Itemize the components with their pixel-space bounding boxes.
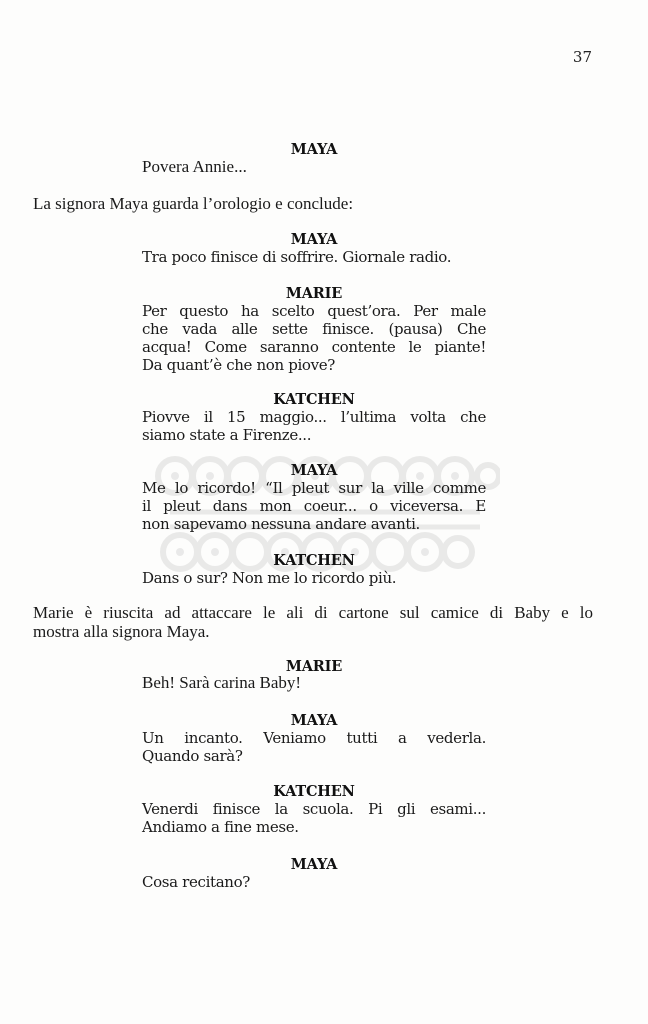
- speaker-name: MAYA: [290, 231, 338, 248]
- stage-direction: [33, 194, 593, 213]
- speech-line: acqua! Come saranno contente le piante!: [142, 338, 486, 356]
- stage-line: La signora Maya guarda l’orologio e conclude:: [33, 194, 354, 213]
- speech-line: siamo state a Firenze...: [142, 426, 312, 444]
- speech-line: il pleut dans mon coeur... o viceversa. E: [142, 497, 486, 515]
- speaker-name: KATCHEN: [273, 391, 355, 408]
- speech-line: Povera Annie...: [142, 157, 247, 176]
- speech-line: Dans o sur? Non me lo ricordo più.: [142, 569, 397, 587]
- speech-text: [142, 302, 486, 374]
- speech-line: Piovve il 15 maggio... l’ultima volta che: [142, 408, 486, 426]
- speaker-name: MAYA: [290, 712, 338, 729]
- speaker-name: MARIE: [285, 658, 343, 675]
- speech-line: Per questo ha scelto quest’ora. Per male: [142, 302, 486, 320]
- speech-line: Un incanto. Veniamo tutti a vederla.: [142, 729, 486, 747]
- speech-text: [142, 479, 486, 533]
- speech-text: [142, 569, 486, 587]
- page-number: 37: [572, 48, 592, 66]
- speech-line: Me lo ricordo! “Il pleut sur la ville comme: [142, 479, 486, 497]
- stage-line: mostra alla signora Maya.: [33, 622, 210, 641]
- speech-line: Tra poco finisce di soffrire. Giornale radio.: [142, 248, 452, 266]
- speaker-name: MAYA: [290, 141, 338, 158]
- stage-direction: [33, 603, 593, 641]
- speech-text: [142, 729, 486, 765]
- speech-line: Venerdi finisce la scuola. Pi gli esami...: [142, 800, 486, 818]
- speech-line: Quando sarà?: [142, 747, 243, 765]
- speaker-name: MARIE: [285, 285, 343, 302]
- speech-line: Andiamo a fine mese.: [142, 818, 299, 836]
- speech-text: [142, 800, 486, 836]
- speech-line: Da quant’è che non piove?: [142, 356, 335, 374]
- speech-line: Beh! Sarà carina Baby!: [142, 673, 302, 692]
- speech-line: che vada alle sette finisce. (pausa) Che: [142, 320, 486, 338]
- speech-text: [142, 873, 486, 891]
- speaker-name: MAYA: [290, 856, 338, 873]
- speech-line: non sapevamo nessuna andare avanti.: [142, 515, 420, 533]
- speech-text: [142, 158, 486, 176]
- speaker-name: MAYA: [290, 462, 338, 479]
- speech-text: [142, 674, 486, 692]
- stage-line: Marie è riuscita ad attaccare le ali di cartone sul camice di Baby e lo: [33, 603, 593, 622]
- speech-line: Cosa recitano?: [142, 873, 250, 891]
- speech-text: [142, 408, 486, 444]
- speaker-name: KATCHEN: [273, 552, 355, 569]
- speech-text: [142, 248, 486, 266]
- speaker-name: KATCHEN: [273, 783, 355, 800]
